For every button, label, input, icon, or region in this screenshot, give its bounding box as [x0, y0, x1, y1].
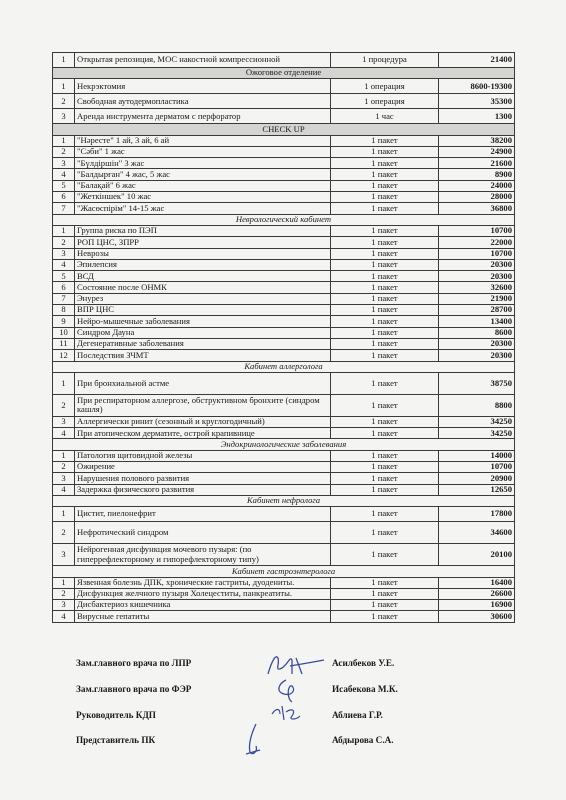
unit-cell: 1 пакет	[331, 135, 439, 146]
price-cell: 8800	[439, 394, 515, 416]
row-number: 2	[53, 394, 75, 416]
service-name: Дегенеративные заболевания	[75, 338, 331, 349]
price-cell: 20300	[439, 271, 515, 282]
unit-cell: 1 пакет	[331, 462, 439, 473]
service-name: Нефротический синдром	[75, 522, 331, 544]
section-title: CHECK UP	[53, 124, 515, 135]
section-header-row	[53, 214, 515, 225]
signature-scribble-4	[234, 722, 274, 758]
row-number: 1	[53, 372, 75, 394]
table-row	[53, 192, 515, 203]
table-row	[53, 394, 515, 416]
unit-cell: 1 пакет	[331, 169, 439, 180]
unit-cell: 1 пакет	[331, 611, 439, 622]
section-title: Кабинет нефролога	[53, 495, 515, 506]
price-cell: 20300	[439, 350, 515, 361]
table-row	[53, 146, 515, 157]
service-name: Язвенная болезнь ДПК, хронические гастриты, дуодениты.	[75, 577, 331, 588]
section-header-row	[53, 495, 515, 506]
unit-cell: 1 пакет	[331, 484, 439, 495]
unit-cell: 1 пакет	[331, 522, 439, 544]
row-number: 7	[53, 293, 75, 304]
unit-cell: 1 пакет	[331, 316, 439, 327]
price-cell: 17800	[439, 507, 515, 522]
table-row	[53, 53, 515, 68]
service-name: Нейро-мышечные заболевания	[75, 316, 331, 327]
price-cell: 8900	[439, 169, 515, 180]
unit-cell: 1 пакет	[331, 507, 439, 522]
table-row	[53, 293, 515, 304]
unit-cell: 1 пакет	[331, 192, 439, 203]
table-row	[53, 522, 515, 544]
price-cell: 8600-19300	[439, 79, 515, 94]
row-number: 4	[53, 259, 75, 270]
table-row	[53, 282, 515, 293]
section-title: Кабинет аллерголога	[53, 361, 515, 372]
unit-cell: 1 пакет	[331, 305, 439, 316]
unit-cell: 1 пакет	[331, 473, 439, 484]
signatory-name: Исабекова М.К.	[332, 684, 398, 694]
price-cell: 28000	[439, 192, 515, 203]
table-row	[53, 158, 515, 169]
table-row	[53, 416, 515, 427]
price-cell: 13400	[439, 316, 515, 327]
service-name: Свободная аутодермопластика	[75, 94, 331, 109]
price-cell: 30600	[439, 611, 515, 622]
service-name: При респираторном аллергозе, обструктивном бронхите (синдром кашля)	[75, 394, 331, 416]
service-name: Вирусные гепатиты	[75, 611, 331, 622]
price-cell: 28700	[439, 305, 515, 316]
table-row	[53, 203, 515, 214]
row-number: 3	[53, 416, 75, 427]
table-row	[53, 588, 515, 599]
row-number: 7	[53, 203, 75, 214]
price-cell: 1300	[439, 109, 515, 124]
price-cell: 16400	[439, 577, 515, 588]
table-row	[53, 338, 515, 349]
unit-cell: 1 пакет	[331, 237, 439, 248]
row-number: 6	[53, 192, 75, 203]
price-cell: 24000	[439, 180, 515, 191]
price-cell: 36800	[439, 203, 515, 214]
table-row	[53, 577, 515, 588]
unit-cell: 1 пакет	[331, 416, 439, 427]
table-row	[53, 79, 515, 94]
service-name: Энурез	[75, 293, 331, 304]
table-row	[53, 462, 515, 473]
row-number: 5	[53, 180, 75, 191]
unit-cell: 1 пакет	[331, 146, 439, 157]
unit-cell: 1 пакет	[331, 203, 439, 214]
table-row	[53, 271, 515, 282]
signatory-role: Зам.главного врача по ФЭР	[76, 684, 192, 694]
service-name: Аллергически ринит (сезонный и круглогодичный)	[75, 416, 331, 427]
row-number: 2	[53, 237, 75, 248]
service-name: Патология щитовидной железы	[75, 450, 331, 461]
price-cell: 26600	[439, 588, 515, 599]
table-row	[53, 259, 515, 270]
service-name: Неврозы	[75, 248, 331, 259]
row-number: 1	[53, 79, 75, 94]
row-number: 3	[53, 158, 75, 169]
row-number: 2	[53, 462, 75, 473]
table-row	[53, 484, 515, 495]
price-cell: 35300	[439, 94, 515, 109]
table-row	[53, 327, 515, 338]
row-number: 3	[53, 600, 75, 611]
row-number: 3	[53, 248, 75, 259]
price-cell: 20900	[439, 473, 515, 484]
signatory-name: Аблиева Г.Р.	[332, 710, 383, 720]
table-row	[53, 305, 515, 316]
table-row	[53, 507, 515, 522]
unit-cell: 1 пакет	[331, 282, 439, 293]
row-number: 1	[53, 507, 75, 522]
unit-cell: 1 пакет	[331, 259, 439, 270]
price-cell: 34600	[439, 522, 515, 544]
service-name: При бронхиальной астме	[75, 372, 331, 394]
row-number: 2	[53, 94, 75, 109]
unit-cell: 1 пакет	[331, 158, 439, 169]
price-cell: 10700	[439, 462, 515, 473]
signature-scribble-3	[266, 702, 316, 724]
price-cell: 20100	[439, 544, 515, 566]
unit-cell: 1 процедура	[331, 53, 439, 68]
row-number: 11	[53, 338, 75, 349]
unit-cell: 1 пакет	[331, 600, 439, 611]
service-name: Эпилепсия	[75, 259, 331, 270]
unit-cell: 1 пакет	[331, 350, 439, 361]
service-name: "Нәресте" 1 ай, 3 ай, 6 ай	[75, 135, 331, 146]
service-name: Синдром Дауна	[75, 327, 331, 338]
table-row	[53, 544, 515, 566]
section-title: Ожоговое отделение	[53, 68, 515, 79]
service-name: "Жасөспірім" 14-15 жас	[75, 203, 331, 214]
row-number: 4	[53, 484, 75, 495]
price-cell: 34250	[439, 416, 515, 427]
row-number: 3	[53, 473, 75, 484]
table-row	[53, 600, 515, 611]
row-number: 2	[53, 146, 75, 157]
service-name: Нарушения полового развития	[75, 473, 331, 484]
row-number: 1	[53, 135, 75, 146]
section-title: Кабинет гастроэнтеролога	[53, 566, 515, 577]
price-cell: 32600	[439, 282, 515, 293]
service-name: Нейрогенная дисфункция мочевого пузыря: (по гиперрефлекторному и гипорефлекторному типу)	[75, 544, 331, 566]
section-header-row	[53, 68, 515, 79]
unit-cell: 1 пакет	[331, 180, 439, 191]
section-header-row	[53, 439, 515, 450]
unit-cell: 1 пакет	[331, 248, 439, 259]
unit-cell: 1 час	[331, 109, 439, 124]
row-number: 2	[53, 522, 75, 544]
price-cell: 21400	[439, 53, 515, 68]
table-row	[53, 94, 515, 109]
service-name: При атопическом дерматите, острой крапивнице	[75, 428, 331, 439]
row-number: 9	[53, 316, 75, 327]
price-cell: 16900	[439, 600, 515, 611]
row-number: 6	[53, 282, 75, 293]
price-cell: 10700	[439, 225, 515, 236]
section-header-row	[53, 124, 515, 135]
unit-cell: 1 пакет	[331, 588, 439, 599]
service-name: Некрэктомия	[75, 79, 331, 94]
price-cell: 12650	[439, 484, 515, 495]
service-name: Цистит, пиелонефрит	[75, 507, 331, 522]
table-row	[53, 109, 515, 124]
price-cell: 10700	[439, 248, 515, 259]
unit-cell: 1 пакет	[331, 372, 439, 394]
table-row	[53, 237, 515, 248]
row-number: 4	[53, 611, 75, 622]
row-number: 12	[53, 350, 75, 361]
table-row	[53, 135, 515, 146]
service-name: Ожирение	[75, 462, 331, 473]
unit-cell: 1 пакет	[331, 394, 439, 416]
service-name: Задержка физического развития	[75, 484, 331, 495]
price-cell: 34250	[439, 428, 515, 439]
table-row	[53, 169, 515, 180]
unit-cell: 1 пакет	[331, 293, 439, 304]
row-number: 1	[53, 577, 75, 588]
row-number: 3	[53, 544, 75, 566]
row-number: 4	[53, 169, 75, 180]
table-row	[53, 611, 515, 622]
price-cell: 22000	[439, 237, 515, 248]
price-cell: 38750	[439, 372, 515, 394]
price-cell: 20300	[439, 338, 515, 349]
signatory-name: Асилбеков У.Е.	[332, 658, 395, 668]
section-title: Неврологический кабинет	[53, 214, 515, 225]
row-number: 4	[53, 428, 75, 439]
unit-cell: 1 пакет	[331, 225, 439, 236]
table-row	[53, 180, 515, 191]
signatory-role: Руководитель КДП	[76, 710, 156, 720]
unit-cell: 1 пакет	[331, 271, 439, 282]
price-table	[52, 52, 515, 623]
table-row	[53, 428, 515, 439]
unit-cell: 1 пакет	[331, 544, 439, 566]
table-row	[53, 372, 515, 394]
service-name: Аренда инструмента дерматом с перфоратор	[75, 109, 331, 124]
row-number: 1	[53, 53, 75, 68]
unit-cell: 1 операция	[331, 94, 439, 109]
signatory-name: Абдырова С.А.	[332, 735, 394, 745]
price-table-body	[53, 53, 515, 623]
service-name: Дисфункция желчного пузыря Холецеститы, панкреатиты.	[75, 588, 331, 599]
row-number: 10	[53, 327, 75, 338]
table-row	[53, 316, 515, 327]
signatory-role: Зам.главного врача по ЛПР	[76, 658, 192, 668]
unit-cell: 1 пакет	[331, 450, 439, 461]
section-header-row	[53, 361, 515, 372]
row-number: 3	[53, 109, 75, 124]
section-title: Эндокринологические заболевания	[53, 439, 515, 450]
service-name: "Бүлдіршін" 3 жас	[75, 158, 331, 169]
table-row	[53, 450, 515, 461]
section-header-row	[53, 566, 515, 577]
row-number: 8	[53, 305, 75, 316]
signatory-role: Представитель ПК	[76, 735, 156, 745]
unit-cell: 1 пакет	[331, 327, 439, 338]
service-name: ВСД	[75, 271, 331, 282]
price-cell: 21900	[439, 293, 515, 304]
service-name: Дисбактериоз кишечника	[75, 600, 331, 611]
price-cell: 24900	[439, 146, 515, 157]
table-row	[53, 350, 515, 361]
service-name: "Жеткіншек" 10 жас	[75, 192, 331, 203]
table-row	[53, 473, 515, 484]
service-name: "Сәби" 1 жас	[75, 146, 331, 157]
unit-cell: 1 операция	[331, 79, 439, 94]
row-number: 2	[53, 588, 75, 599]
row-number: 1	[53, 225, 75, 236]
service-name: "Балақай" 6 жас	[75, 180, 331, 191]
service-name: Состояние после ОНМК	[75, 282, 331, 293]
service-name: Открытая репозиция, МОС накостной компрессионной	[75, 53, 331, 68]
unit-cell: 1 пакет	[331, 577, 439, 588]
price-cell: 20300	[439, 259, 515, 270]
price-cell: 21600	[439, 158, 515, 169]
service-name: "Балдырған" 4 жас, 5 жас	[75, 169, 331, 180]
service-name: ВПР ЦНС	[75, 305, 331, 316]
service-name: РОП ЦНС, ЗПРР	[75, 237, 331, 248]
row-number: 5	[53, 271, 75, 282]
row-number: 1	[53, 450, 75, 461]
price-cell: 8600	[439, 327, 515, 338]
unit-cell: 1 пакет	[331, 338, 439, 349]
service-name: Последствия ЗЧМТ	[75, 350, 331, 361]
service-name: Группа риска по ПЭП	[75, 225, 331, 236]
unit-cell: 1 пакет	[331, 428, 439, 439]
price-cell: 38200	[439, 135, 515, 146]
price-cell: 14000	[439, 450, 515, 461]
table-row	[53, 225, 515, 236]
table-row	[53, 248, 515, 259]
